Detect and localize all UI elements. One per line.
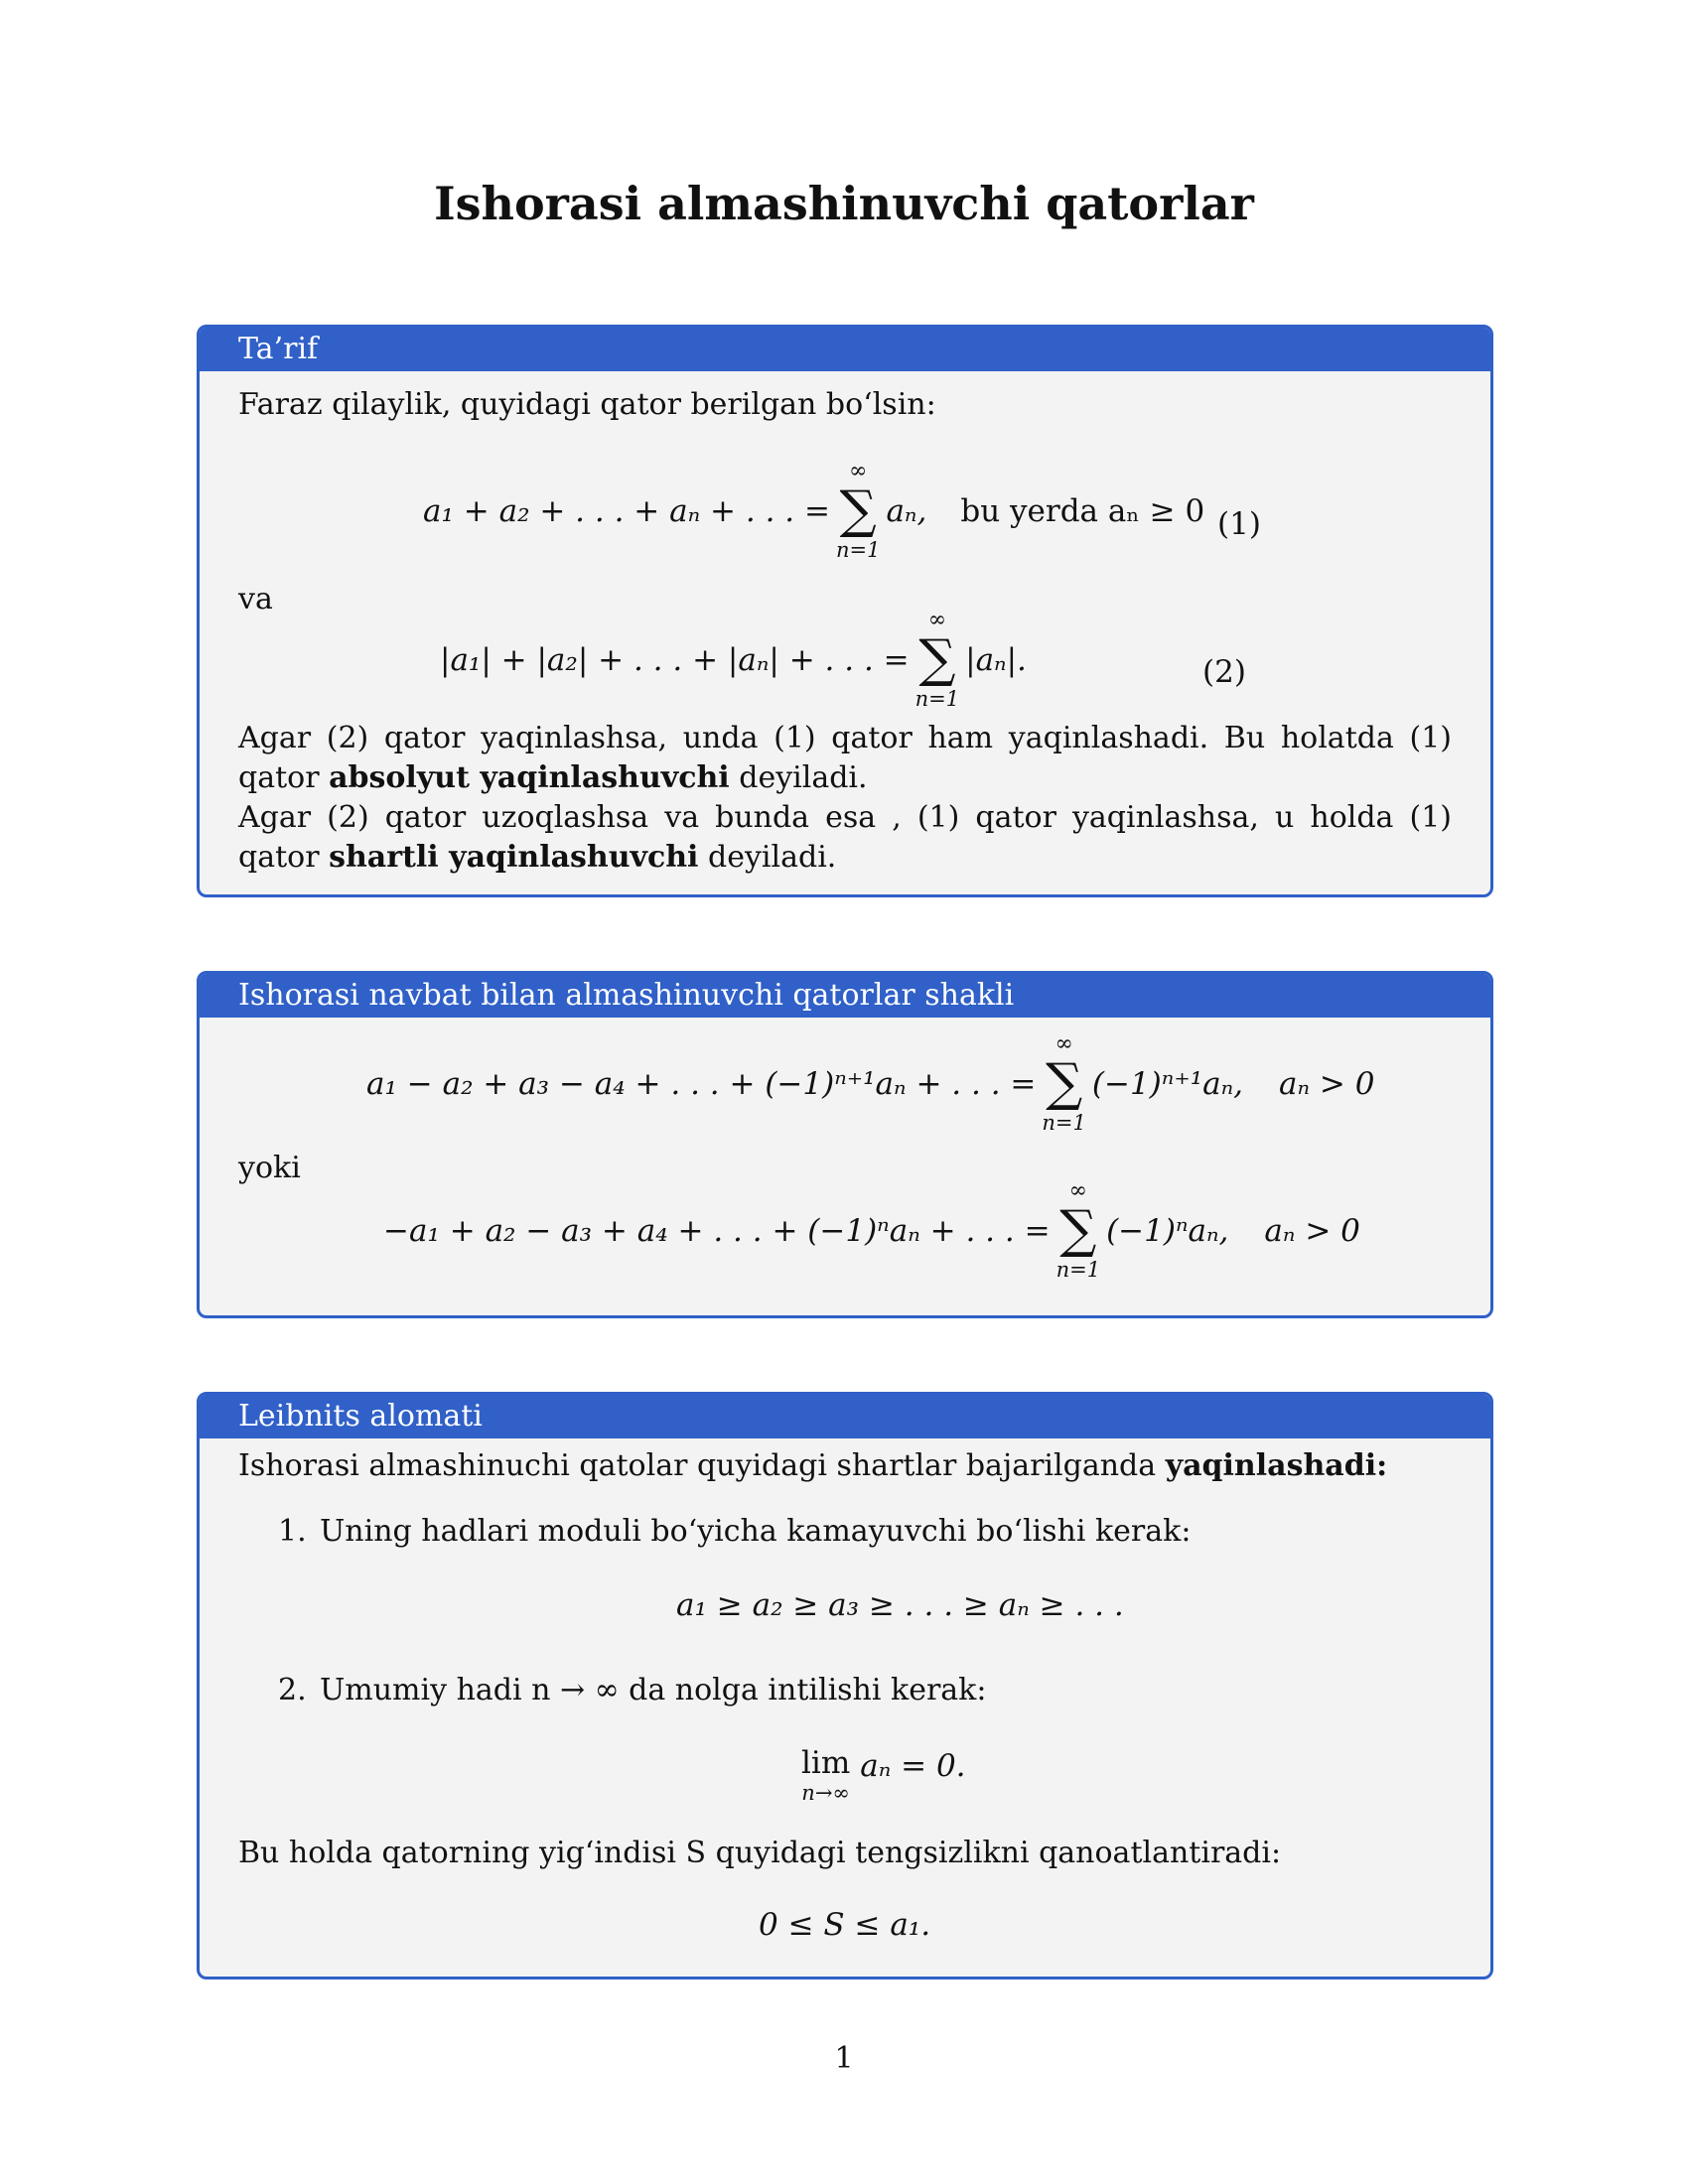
equation-1-lhs: a₁ + a₂ + . . . + aₙ + . . . = (423, 492, 830, 529)
equation-4-summand: (−1)ⁿaₙ, (1106, 1212, 1229, 1249)
equation-2-number: (2) (1202, 654, 1246, 690)
limit-operator (801, 1745, 851, 1805)
definition-paragraph-1 (238, 719, 1452, 798)
equation-4-sum (1056, 1180, 1100, 1281)
equation-2-lhs: |a₁| + |a₂| + . . . + |aₙ| + . . . = (440, 641, 910, 678)
item-1-label: 1. (278, 1514, 307, 1549)
equation-1-sum-upper: ∞ (849, 459, 868, 483)
item-2-text: Umumiy hadi n → ∞ da nolga intilishi kerak: (320, 1673, 987, 1707)
equation-2 (440, 610, 1027, 710)
equation-3-sum (1042, 1033, 1085, 1134)
equation-3-summand: (−1)ⁿ⁺¹aₙ, (1091, 1065, 1244, 1102)
equation-1-summand: aₙ, (886, 492, 927, 529)
equation-1-number: (1) (1217, 506, 1261, 542)
leibniz-intro (238, 1446, 1452, 1486)
equation-3-lhs: a₁ − a₂ + a₃ − a₄ + . . . + (−1)ⁿ⁺¹aₙ + . . . = (366, 1065, 1037, 1102)
equation-1-condition: bu yerda aₙ ≥ 0 (960, 492, 1205, 529)
equation-2-sum (915, 610, 959, 710)
equation-3 (366, 1033, 1374, 1134)
equation-3-sigma: ∑ (1046, 1053, 1083, 1113)
leibniz-intro-text: Ishorasi almashinuchi qatolar quyidagi shartlar bajarilganda (238, 1448, 1157, 1483)
definition-conj: va (238, 582, 273, 616)
equation-4-lhs: −a₁ + a₂ − a₃ + a₄ + . . . + (−1)ⁿaₙ + . . . = (383, 1212, 1051, 1249)
absolute-convergence-term: absolyut yaqinlashuvchi (329, 760, 730, 795)
leibniz-intro-bold: yaqinlashadi: (1165, 1448, 1388, 1483)
alternating-form-box-header: Ishorasi navbat bilan almashinuvchi qatorlar shakli (200, 974, 1490, 1018)
page-number: 1 (834, 2041, 854, 2076)
limit-rhs: aₙ = 0. (860, 1748, 966, 1784)
item-1-text: Uning hadlari moduli bo‘yicha kamayuvchi bo‘lishi kerak: (320, 1514, 1192, 1549)
paragraph-1-end: deyiladi. (739, 760, 868, 795)
item-2-label: 2. (278, 1673, 307, 1707)
final-formula: 0 ≤ S ≤ a₁. (759, 1907, 931, 1943)
paragraph-2-text: Agar (2) qator uzoqlashsa va bunda esa , (1) qator yaqinlashsa, u holda (1) qator (238, 800, 1452, 875)
leibniz-conclusion: Bu holda qatorning yig‘indisi S quyidagi tengsizlikni qanoatlantiradi: (238, 1836, 1282, 1870)
leibniz-box-header: Leibnits alomati (200, 1395, 1490, 1438)
limit-subscript: n→∞ (801, 1781, 850, 1805)
equation-3-condition: aₙ > 0 (1279, 1065, 1375, 1102)
limit-word: lim (801, 1745, 851, 1781)
equation-4-condition: aₙ > 0 (1264, 1212, 1360, 1249)
limit-formula (801, 1745, 966, 1805)
equation-4-sum-lower: n=1 (1055, 1258, 1101, 1282)
equation-2-sum-lower: n=1 (914, 687, 960, 711)
leibniz-box (197, 1392, 1493, 1979)
equation-1 (423, 461, 1204, 561)
equation-4-sum-upper: ∞ (1068, 1178, 1087, 1203)
alternating-conj: yoki (238, 1151, 301, 1185)
definition-paragraph-2 (238, 798, 1452, 878)
equation-4 (383, 1180, 1360, 1281)
equation-1-sigma: ∑ (839, 480, 877, 540)
definition-box-header: Ta’rif (200, 328, 1490, 371)
item-1-formula: a₁ ≥ a₂ ≥ a₃ ≥ . . . ≥ aₙ ≥ . . . (676, 1587, 1124, 1623)
equation-2-summand: |aₙ|. (965, 641, 1027, 678)
paragraph-1-text: Agar (2) qator yaqinlashsa, unda (1) qator ham yaqinlashadi. Bu holatda (1) qator (238, 721, 1452, 795)
page-title: Ishorasi almashinuvchi qatorlar (434, 177, 1254, 230)
definition-box (197, 325, 1493, 897)
equation-2-sum-upper: ∞ (927, 608, 947, 632)
equation-4-sigma: ∑ (1059, 1200, 1097, 1260)
equation-3-sum-lower: n=1 (1042, 1111, 1086, 1135)
equation-2-sigma: ∑ (918, 629, 956, 689)
definition-intro: Faraz qilaylik, quyidagi qator berilgan bo‘lsin: (238, 387, 936, 422)
equation-1-sum (836, 461, 880, 561)
conditional-convergence-term: shartli yaqinlashuvchi (329, 840, 699, 875)
paragraph-2-end: deyiladi. (708, 840, 837, 875)
equation-1-sum-lower: n=1 (835, 538, 881, 562)
alternating-form-box (197, 971, 1493, 1318)
equation-3-sum-upper: ∞ (1055, 1031, 1073, 1056)
